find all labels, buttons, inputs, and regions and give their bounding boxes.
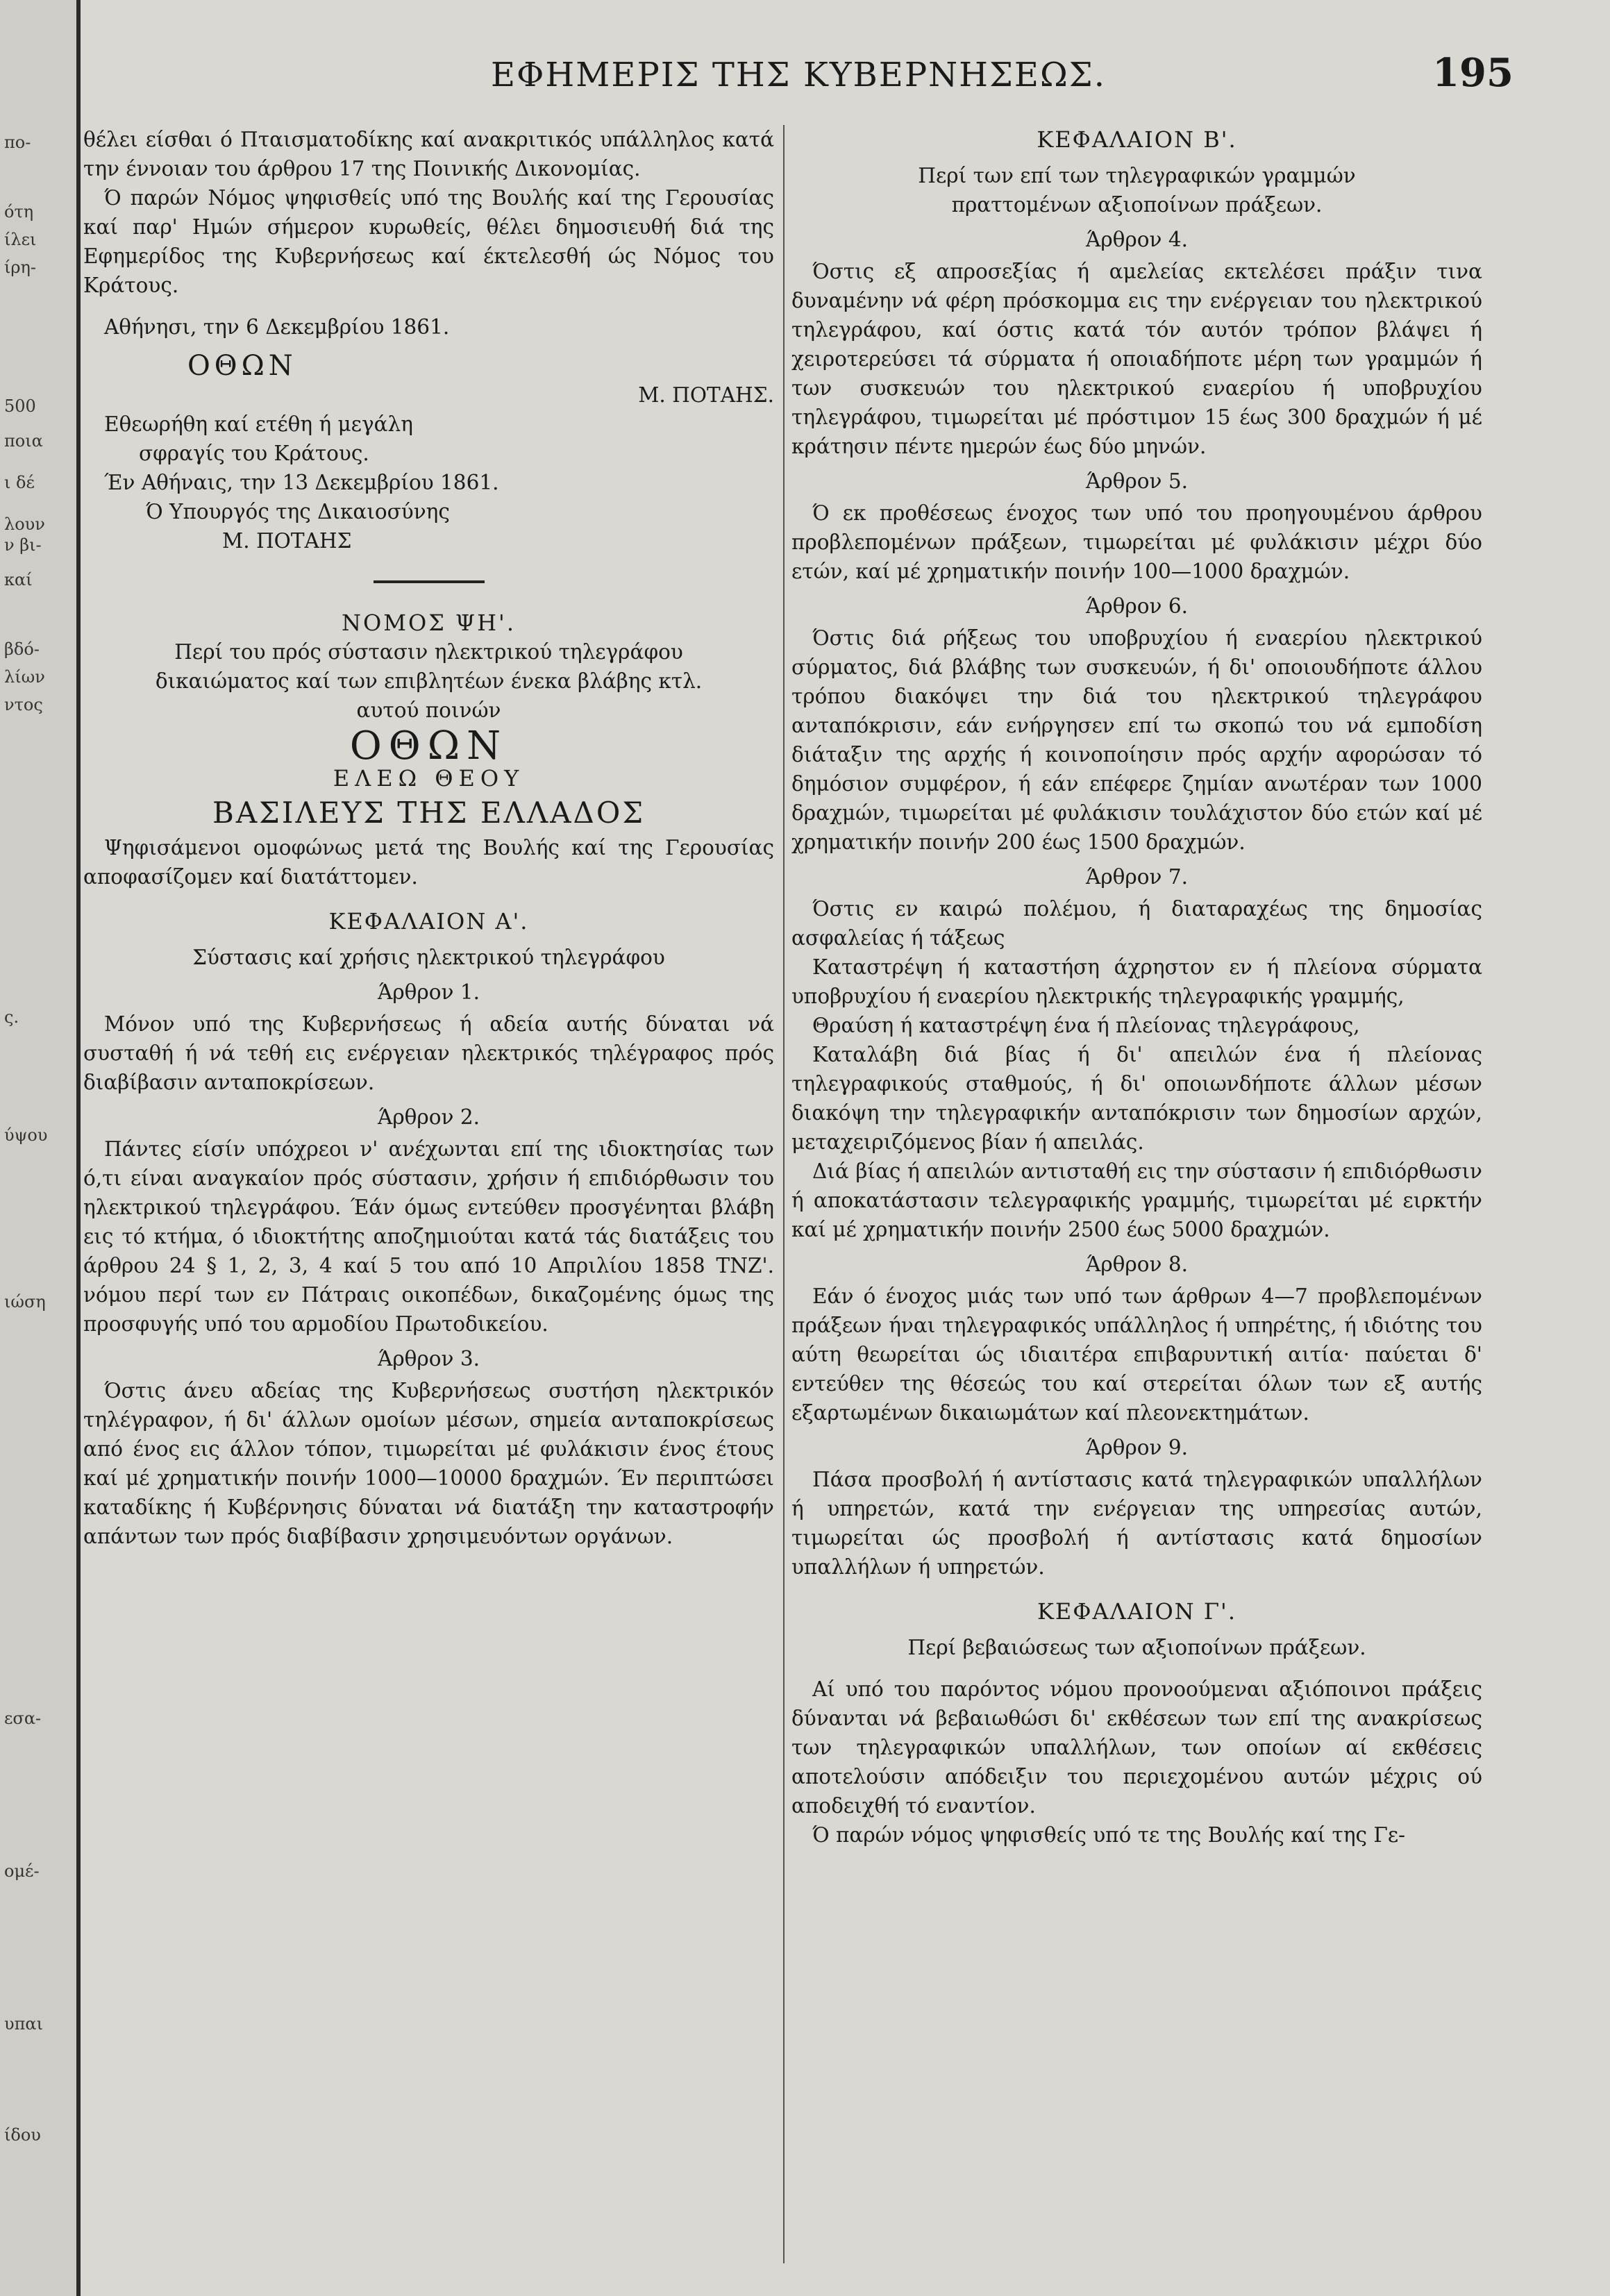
- article-1-heading: Άρθρον 1.: [378, 980, 480, 1004]
- article-5-text: Ό εκ προθέσεως ένοχος των υπό του προηγουμένου άρθρου προβλεπομένων πράξεων, τιμωρείται μέ φυλάκισιν μέχρι δύο ετών, καί μέ χρηματικήν ποινήν 100—1000 δραχμών.: [791, 501, 1482, 583]
- chapter-c-heading: ΚΕΦΑΛΑΙΟΝ Γ'.: [1037, 1598, 1237, 1625]
- king-of-greece-heading: ΒΑΣΙΛΕΥΣ ΤΗΣ ΕΛΛΑΔΟΣ: [212, 796, 646, 830]
- king-name-heading: ΟΘΩΝ: [349, 723, 508, 769]
- left-column: [83, 125, 774, 2263]
- article-6-heading: Άρθρον 6.: [1086, 594, 1188, 618]
- article-7-item: Θραύση ή καταστρέψη ένα ή πλείονας τηλεγράφους,: [812, 1014, 1360, 1037]
- article-6-text: Όστις διά ρήξεως του υποβρυχίου ή εναερίου ηλεκτρικού σύρματος, διά βλάβης των συσκευών, ή δι' οποιουδήποτε άλλου τρόπου διακόψει την διά του ηλεκτρικού τηλεγράφου ανταπόκρισιν, εάν ενήργησεν επί τω σκοπώ του νά εμποδίση διάταξιν της αρχής ή κοινοποίησιν πρός αρχήν αφορώσαν τό δημόσιον συμφέρον, ή εάν επέφερε ζημίαν ανωτέραν των 1000 δραχμών, τιμωρείται μέ φυλάκισιν τουλάχιστον δύο ετών καί μέ χρηματικήν ποινήν 200 έως 1500 δραχμών.: [791, 626, 1482, 854]
- gutter-fragment: εσα-: [4, 1709, 42, 1728]
- newspaper-title: ΕΦΗΜΕΡΙΣ ΤΗΣ ΚΥΒΕΡΝΗΣΕΩΣ.: [491, 56, 1106, 94]
- minister-signature: Μ. ΠΟΤΑΗΣ.: [638, 383, 774, 407]
- gutter-fragment: ίρη-: [4, 258, 37, 277]
- gutter-fragment: ν βι-: [4, 535, 42, 555]
- article-7-item: Διά βίας ή απειλών αντισταθή εις την σύστασιν ή επιδιόρθωσιν ή αποκατάστασιν τελεγραφικής γραμμής, τιμωρείται μέ ειρκτήν καί μέ χρηματικήν ποινήν 2500 έως 5000 δραχμών.: [791, 1159, 1482, 1241]
- article-7-heading: Άρθρον 7.: [1086, 865, 1188, 889]
- gutter-fragment: ομέ-: [4, 1861, 40, 1881]
- article-9-text: Πάσα προσβολή ή αντίστασις κατά τηλεγραφικών υπαλλήλων ή υπηρετών, κατά την ενέργειαν της υπηρεσίας αυτών, τιμωρείται ώς προσβολή ή αντίστασις κατά δημοσίων υπαλλήλων ή υπηρετών.: [791, 1468, 1482, 1579]
- by-grace-of-god: ΕΛΕΩ ΘΕΟΥ: [333, 765, 525, 791]
- decree-paragraph: Ψηφισάμενοι ομοφώνως μετά της Βουλής καί της Γερουσίας αποφασίζομεν καί διατάττομεν.: [83, 836, 774, 889]
- law-enactment-paragraph: Ό παρών Νόμος ψηφισθείς υπό της Βουλής καί της Γερουσίας καί παρ' Ημών σήμερον κυρωθείς, θέλει δημοσιευθή διά της Εφημερίδος της Κυβερνήσεως καί έκτελεσθή ώς Νόμος του Κράτους.: [83, 186, 774, 297]
- binding-gutter: [0, 0, 81, 2296]
- gutter-fragment: 500: [4, 396, 36, 416]
- article-2-heading: Άρθρον 2.: [378, 1105, 480, 1129]
- gutter-fragment: βδό-: [4, 639, 40, 659]
- seal-dateline: Έν Αθήναις, την 13 Δεκεμβρίου 1861.: [104, 471, 499, 494]
- gutter-fragment: ι δέ: [4, 473, 35, 492]
- dateline: Αθήνησι, την 6 Δεκεμβρίου 1861.: [104, 315, 450, 339]
- article-7-item: Καταλάβη διά βίας ή δι' απειλών ένα ή πλείονας τηλεγραφικούς σταθμούς, ή δι' οποιωνδήποτε άλλων μέσων διακόψη την τηλεγραφικήν ανταπόκρισιν των δημοσίων αρχών, μεταχειριζόμενος βίαν ή απειλάς.: [791, 1043, 1482, 1154]
- gutter-fragment: λουν: [4, 514, 45, 534]
- gutter-fragment: ς.: [4, 1007, 19, 1027]
- article-8-text: Εάν ό ένοχος μιάς των υπό των άρθρων 4—7 προβλεπομένων πράξεων ήναι τηλεγραφικός υπάλληλος ή υπηρέτης, ή ιδιότης του αύτη θεωρείται ώς ιδιαιτέρα επιβαρυντική αιτία· παύεται δ' εντεύθεν της θέσεώς του καί στερείται όλων των εξ αυτής εξαρτωμένων δικαιωμάτων καί πλεονεκτημάτων.: [791, 1284, 1482, 1425]
- article-1-text: Μόνον υπό της Κυβερνήσεως ή αδεία αυτής δύναται νά συσταθή ή νά τεθή εις ενέργειαν ηλεκτρικός τηλέγραφος πρός διαβίβασιν ανταποκρίσεων.: [83, 1012, 774, 1094]
- gutter-fragment: ντος: [4, 695, 43, 714]
- gutter-fragment: ύψου: [4, 1125, 48, 1145]
- article-5-heading: Άρθρον 5.: [1086, 469, 1188, 493]
- article-3-heading: Άρθρον 3.: [378, 1347, 480, 1371]
- chapter-a-title: Σύστασις καί χρήσις ηλεκτρικού τηλεγράφου: [192, 946, 665, 969]
- gutter-fragment: λίων: [4, 667, 45, 687]
- page-number: 195: [1432, 50, 1513, 96]
- king-signature: ΟΘΩΝ: [187, 350, 297, 382]
- minister-title: Ό Υπουργός της Δικαιοσύνης: [146, 500, 450, 523]
- intro-paragraph: θέλει είσθαι ό Πταισματοδίκης καί ανακριτικός υπάλληλος κατά την έννοιαν του άρθρου 17 της Ποινικής Δικονομίας.: [83, 128, 774, 181]
- chapter-c-title: Περί βεβαιώσεως των αξιοποίνων πράξεων.: [907, 1636, 1366, 1659]
- article-10-text: Αί υπό του παρόντος νόμου προνοούμεναι αξιόποινοι πράξεις δύνανται νά βεβαιωθώσι δι' εκθέσεων των επί της ανακρίσεως των τηλεγραφικών υπαλλήλων, των οποίων αί εκθέσεις αποτελούσιν απόδειξιν του περιεχομένου αυτών μέχρις ού αποδειχθή τό εναντίον.: [791, 1677, 1482, 1818]
- chapter-b-title: Περί των επί των τηλεγραφικών γραμμών πραττομένων αξιοποίνων πράξεων.: [918, 164, 1356, 217]
- article-7-item: Καταστρέψη ή καταστήση άχρηστον εν ή πλείονα σύρματα υποβρυχίου ή εναερίου ηλεκτρικής τηλεγραφικής γραμμής,: [791, 955, 1482, 1008]
- article-2-text: Πάντες είσίν υπόχρεοι ν' ανέχωνται επί της ιδιοκτησίας των ό,τι είναι αναγκαίον πρός σύστασιν, χρήσιν ή επιδιόρθωσιν του ηλεκτρικού τηλεγράφου. Έάν όμως εντεύθεν προσγένηται βλάβη εις τό κτήμα, ό ιδιοκτήτης αποζημιούται κατά τάς διατάξεις του άρθρου 24 § 1, 2, 3, 4 καί 5 του από 10 Απριλίου 1858 ΤΝΖ'. νόμου περί των εν Πάτραις οικοπέδων, δικαζομένης όμως της προσφυγής υπό του αρμοδίου Πρωτοδικείου.: [83, 1137, 774, 1336]
- gutter-fragment: ότη: [4, 202, 34, 221]
- column-divider: [783, 125, 785, 2263]
- article-8-heading: Άρθρον 8.: [1086, 1252, 1188, 1276]
- page-header: [83, 42, 1513, 104]
- article-7-text: Όστις εν καιρώ πολέμου, ή διαταραχέως της δημοσίας ασφαλείας ή τάξεως: [791, 897, 1482, 950]
- section-rule: [374, 580, 485, 583]
- closing-paragraph: Ό παρών νόμος ψηφισθείς υπό τε της Βουλής καί της Γε-: [812, 1823, 1406, 1847]
- law-subject: Περί του πρός σύστασιν ηλεκτρικού τηλεγράφου δικαιώματος καί των επιβλητέων ένεκα βλάβης κτλ. αυτού ποινών: [155, 640, 703, 722]
- seal-note-line2: σφραγίς του Κράτους.: [139, 442, 369, 465]
- gutter-fragment: ποια: [4, 431, 43, 451]
- article-9-heading: Άρθρον 9.: [1086, 1436, 1188, 1459]
- gutter-fragment: καί: [4, 570, 33, 589]
- chapter-b-heading: ΚΕΦΑΛΑΙΟΝ Β'.: [1037, 126, 1237, 153]
- gutter-fragment: ίδου: [4, 2125, 41, 2145]
- gutter-fragment: ίλει: [4, 230, 37, 249]
- chapter-a-heading: ΚΕΦΑΛΑΙΟΝ Α'.: [328, 908, 529, 935]
- article-4-text: Όστις εξ απροσεξίας ή αμελείας εκτελέσει πράξιν τινα δυναμένην νά φέρη πρόσκομμα εις την ενέργειαν του ηλεκτρικού τηλεγράφου, καί όστις κατά τόν αυτόν τρόπον βλάψει ή χειροτερεύσει τά σύρματα ή οποιαδήποτε μέρη των γραμμών ή των συσκευών του ηλεκτρικού εναερίου ή υποβρυχίου τηλεγράφου, τιμωρείται μέ πρόστιμον 15 έως 300 δραχμών ή μέ κράτησιν πέντε ημερών έως δύο μηνών.: [791, 260, 1482, 458]
- law-number: ΝΟΜΟΣ ΨΗ'.: [342, 610, 516, 636]
- gutter-fragment: ιώση: [4, 1292, 46, 1312]
- article-3-text: Όστις άνευ αδείας της Κυβερνήσεως συστήση ηλεκτρικόν τηλέγραφον, ή δι' άλλων ομοίων μέσων, σημεία ανταποκρίσεως από ένος εις άλλον τόπον, τιμωρείται μέ φυλάκισιν ένος έτους καί μέ χρηματικήν ποινήν 1000—10000 δραχμών. Έν περιπτώσει καταδίκης ή Κυβέρνησις δύναται νά διατάξη την καταστροφήν απάντων των πρός διαβίβασιν χρησιμευόντων οργάνων.: [83, 1379, 774, 1548]
- gutter-fragment: πο-: [4, 133, 31, 152]
- minister-name: Μ. ΠΟΤΑΗΣ: [222, 529, 352, 553]
- right-column: [791, 125, 1482, 2263]
- seal-note-line1: Εθεωρήθη καί ετέθη ή μεγάλη: [104, 412, 413, 436]
- article-4-heading: Άρθρον 4.: [1086, 228, 1188, 251]
- gutter-fragment: υπαι: [4, 2014, 43, 2034]
